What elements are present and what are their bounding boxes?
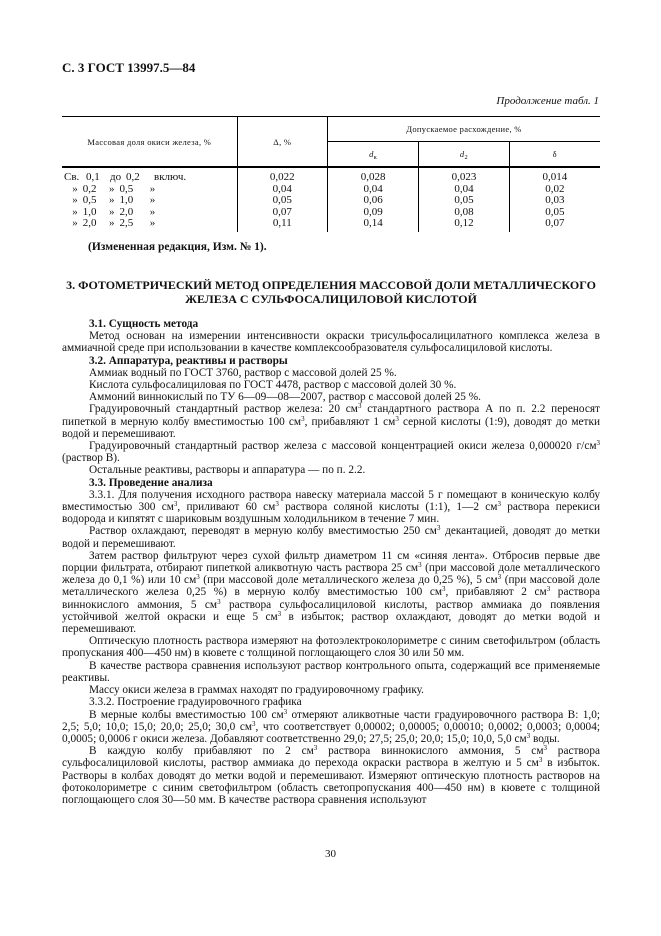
heading-3-2: 3.2. Аппаратура, реактивы и растворы <box>89 354 288 367</box>
page-number: 30 <box>325 848 336 860</box>
heading-3-3-2: 3.3.2. Построение градуировочного графика <box>89 696 302 709</box>
tolerance-table <box>62 116 600 232</box>
section-title: 3. ФОТОМЕТРИЧЕСКИЙ МЕТОД ОПРЕДЕЛЕНИЯ МАССОВОЙ ДОЛИ МЕТАЛЛИЧЕСКОГО ЖЕЛЕЗА С СУЛЬФОСАЛИЦИЛОВОЙ КИСЛОТОЙ <box>66 278 596 306</box>
table-row: » 1,0 » 2,0 » 0,07 0,09 0,08 0,05 <box>62 207 600 219</box>
table-row: » 0,2 » 0,5 » 0,04 0,04 0,04 0,02 <box>62 184 600 196</box>
table-row: » 0,5 » 1,0 » 0,05 0,06 0,05 0,03 <box>62 195 600 207</box>
paragraph: Затем раствор фильтруют через сухой фильтр диаметром 11 см «синяя лента». Отбросив первые две порции фильтрата, отбирают пипеткой аликвотную часть раствора 25 $см^3$ (при массовой доле металлического железа до 0,1 %) или 10 $см^3$ (при массовой доле металлического железа до 0,25 %), 5 $см^3$ (при массовой доле металлического железа 0,25 %) в мерную колбу вместимостью 100 $см^3$, прибавляют 2 $см^3$ раствора виннокислого аммония, 5 $см^3$ раствора сульфосалициловой кислоты, раствор аммиака до появления устойчивой желтой окраски и еще 5 $см^3$ в избыток; раствор охлаждают, доводят до метки водой и перемешивают. <box>62 549 601 636</box>
paragraph: В качестве раствора сравнения используют раствор контрольного опыта, содержащий все применяемые реактивы. <box>62 659 600 684</box>
col-header-mass-fraction: Массовая доля окиси железа, % <box>87 136 212 147</box>
paragraph: Градуировочный стандартный раствор железа: 20 $см^3$ стандартного раствора А по п. 2.2 переносят пипеткой в мерную колбу вместимостью 100 $см^3$, прибавляют 1 $см^3$ серной кислоты (1:9), доводят до метки водой и перемешивают. <box>62 402 601 440</box>
paragraph: Метод основан на измерении интенсивности окраски трисульфосалицилатного комплекса железа в аммиачной среде при использовании в качестве комплексообразователя сульфосалициловой кислоты. <box>62 330 600 355</box>
table-row: » 2,0 » 2,5 » 0,11 0,14 0,12 0,07 <box>62 218 600 232</box>
document-header-id: С. 3 ГОСТ 13997.5—84 <box>62 60 196 75</box>
col-header-d2: $d_2$ <box>419 142 509 168</box>
col-header-delta: Δ, % <box>237 117 327 168</box>
paragraph: Аммоний виннокислый по ТУ 6—09—08—2007, раствор с массовой долей 25 %. <box>89 391 481 404</box>
paragraph: Градуировочный стандартный раствор железа с массовой концентрацией окиси железа 0,000020 $г/см^3$ (раствор В). <box>62 439 600 465</box>
col-header-small-delta: δ <box>509 142 600 168</box>
heading-3-3: 3.3. Проведение анализа <box>89 476 213 489</box>
paragraph: В мерные колбы вместимостью 100 $см^3$ отмеряют аликвотные части градуировочного раствора В: 1,0; 2,5; 5,0; 10,0; 15,0; 20,0; 25,0; 30,0 $см^3$, что соответствует 0,00002; 0,00005; 0,00010; 0,0002; 0,0003; 0,0004; 0,0005; 0,0006 г окиси железа. Добавляют соответственно 29,0; 27,5; 25,0; 20,0; 15,0; 10,0, 5,0 $см^3$ воды. <box>62 707 600 745</box>
amendment-note: (Измененная редакция, Изм. № 1). <box>88 241 267 253</box>
paragraph: Аммиак водный по ГОСТ 3760, раствор с массовой долей 25 %. <box>89 366 397 379</box>
col-header-dk: $d_к$ <box>327 142 418 168</box>
table-continuation-label: Продолжение табл. 1 <box>496 95 599 107</box>
paragraph: Остальные реактивы, растворы и аппаратура — по п. 2.2. <box>89 464 366 477</box>
paragraph: 3.3.1. Для получения исходного раствора навеску материала массой 5 г помещают в коническую колбу вместимостью 300 $см^3$, приливают 60 $см^3$ раствора соляной кислоты (1:1), 1—2 $см^3$ раствора перекиси водорода и кипятят с шариковым воздушным холодильником в течение 7 мин. <box>62 488 601 526</box>
paragraph: Раствор охлаждают, переводят в мерную колбу вместимостью 250 $см^3$ декантацией, доводят до метки водой и перемешивают. <box>62 524 601 550</box>
paragraph: Кислота сульфосалициловая по ГОСТ 4478, раствор с массовой долей 30 %. <box>89 379 457 392</box>
table-row: Св. 0,1 до 0,2 включ. 0,022 0,028 0,023 0,014 <box>62 167 600 184</box>
paragraph: Оптическую плотность раствора измеряют на фотоэлектроколориметре с синим светофильтром (область пропускания 400—450 нм) в кювете с толщиной поглощающего слоя 30 или 50 мм. <box>62 635 600 660</box>
paragraph: В каждую колбу прибавляют по 2 $см^3$ раствора виннокислого аммония, 5 $см^3$ раствора сульфосалициловой кислоты, раствор аммиака до перехода окраски раствора в желтую и 5 $см^3$ в избыток. Растворы в колбах доводят до метки водой и перемешивают. Измеряют оптическую плотность растворов на фотоколориметре с синим светофильтром (область светопропускания 400—450 нм) в кювете с толщиной поглощающего слоя 30—50 мм. В качестве раствора сравнения используют <box>62 744 600 806</box>
heading-3-1: 3.1. Сущность метода <box>89 318 199 330</box>
col-header-allowed-divergence: Допускаемое расхождение, % <box>327 117 600 142</box>
paragraph: Массу окиси железа в граммах находят по градуировочному графику. <box>89 684 424 697</box>
section-body <box>62 318 600 806</box>
